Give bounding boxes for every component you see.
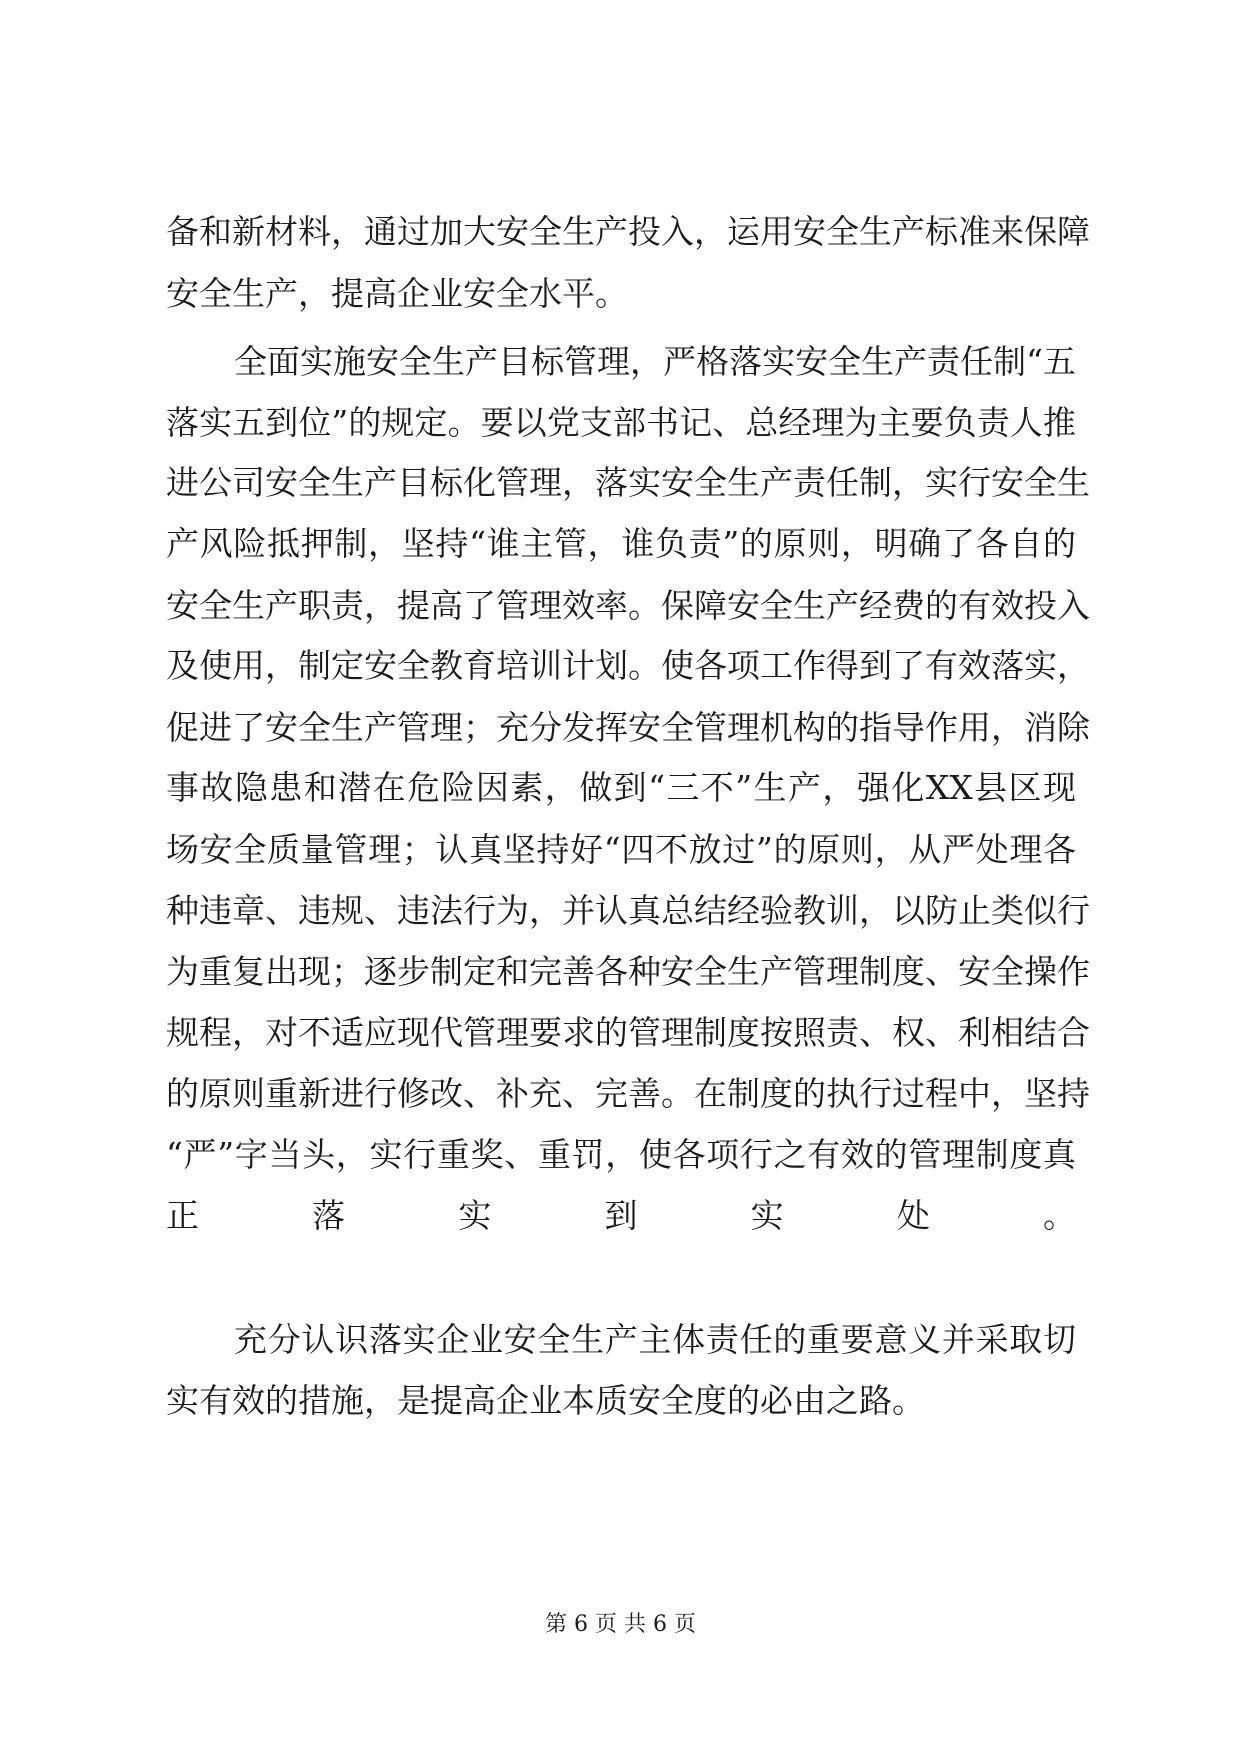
body-text-line: 正落实到实处。: [166, 1196, 1076, 1235]
body-text-line: 种违章、违规、违法行为，并认真总结经验教训，以防止类似行: [166, 891, 1090, 930]
body-text-line: 的原则重新进行修改、补充、完善。在制度的执行过程中，坚持: [166, 1074, 1090, 1113]
page-number-footer: 第 6 页 共 6 页: [545, 1612, 696, 1637]
body-text-line: 产风险抵押制，坚持“谁主管，谁负责”的原则，明确了各自的: [166, 524, 1076, 563]
body-text-line: 促进了安全生产管理；充分发挥安全管理机构的指导作用，消除: [166, 708, 1090, 747]
body-text-line: 进公司安全生产目标化管理，落实安全生产责任制，实行安全生: [166, 463, 1090, 502]
body-text-line: 实有效的措施，是提高企业本质安全度的必由之路。: [166, 1381, 925, 1420]
body-text-line: 安全生产，提高企业安全水平。: [166, 274, 628, 313]
body-text-line: “严”字当头，实行重奖、重罚，使各项行之有效的管理制度真: [166, 1135, 1076, 1174]
body-text-line: 全面实施安全生产目标管理，严格落实安全生产责任制“五: [234, 342, 1076, 381]
body-text-line: 事故隐患和潜在危险因素，做到“三不”生产，强化XX县区现: [166, 768, 1076, 807]
body-text-line: 场安全质量管理；认真坚持好“四不放过”的原则，从严处理各: [166, 830, 1076, 869]
body-text-line: 充分认识落实企业安全生产主体责任的重要意义并采取切: [234, 1320, 1076, 1359]
body-text-line: 备和新材料，通过加大安全生产投入，运用安全生产标准来保障: [166, 212, 1090, 251]
body-text-line: 及使用，制定安全教育培训计划。使各项工作得到了有效落实，: [166, 646, 1090, 685]
body-text-line: [166, 1257, 1076, 1297]
body-text-line: 落实五到位”的规定。要以党支部书记、总经理为主要负责人推: [166, 403, 1076, 442]
body-text-line: 为重复出现；逐步制定和完善各种安全生产管理制度、安全操作: [166, 952, 1090, 991]
body-text-line: 安全生产职责，提高了管理效率。保障安全生产经费的有效投入: [166, 586, 1090, 625]
body-text-line: 规程，对不适应现代管理要求的管理制度按照责、权、利相结合: [166, 1013, 1090, 1052]
